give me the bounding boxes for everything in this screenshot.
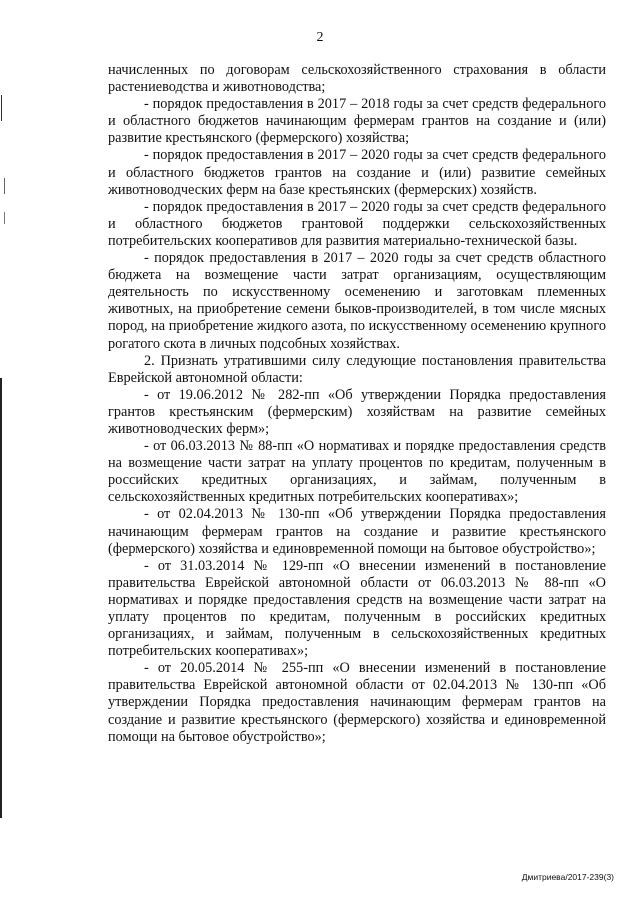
paragraph: 2. Признать утратившими силу следующие постановления правительства Еврейской автономной области:	[108, 352, 606, 386]
scan-artifact	[0, 378, 2, 818]
document-body	[108, 62, 606, 746]
paragraph: - от 31.03.2014 № 129-пп «О внесении изменений в постановление правительства Еврейской автономной области от 06.03.2013 № 88-пп «О нормативах и порядке предоставления средств на возмещение части затрат на уплату процентов по кредитам, полученным в российских кредитных организациях, и займам, полученным в сельскохозяйственных кредитных потребительских кооперативах»;	[108, 557, 606, 660]
scan-artifact	[4, 178, 5, 194]
paragraph: - порядок предоставления в 2017 – 2020 годы за счет средств федерального и областного бюджетов грантов на создание и (или) развитие семейных животноводческих ферм на базе крестьянских (фермерских) хозяйств.	[108, 147, 606, 198]
paragraph: - порядок предоставления в 2017 – 2018 годы за счет средств федерального и областного бюджетов начинающим фермерам грантов на создание и (или) развитие крестьянского (фермерского) хозяйства;	[108, 96, 606, 147]
paragraph: - от 06.03.2013 № 88-пп «О нормативах и порядке предоставления средств на возмещение части затрат на уплату процентов по кредитам, полученным в российских кредитных организациях, и займам, полученным в сельскохозяйственных кредитных потребительских кооперативах»;	[108, 438, 606, 506]
page-number: 2	[316, 30, 324, 45]
document-reference-code: Дмитриева/2017-239(3)	[521, 872, 614, 882]
scan-artifact	[4, 212, 5, 224]
paragraph: - от 02.04.2013 № 130-пп «Об утверждении Порядка предоставления начинающим фермерам грантов на создание и развитие крестьянского (фермерского) хозяйства и единовременной помощи на бытовое обустройство»;	[108, 506, 606, 557]
scan-artifact	[1, 95, 2, 121]
paragraph: - от 20.05.2014 № 255-пп «О внесении изменений в постановление правительства Еврейской автономной области от 02.04.2013 № 130-пп «Об утверждении Порядка предоставления начинающим фермерам грантов на создание и развитие крестьянского (фермерского) хозяйства и единовременной помощи на бытовое обустройство»;	[108, 660, 606, 745]
paragraph: - порядок предоставления в 2017 – 2020 годы за счет средств федерального и областного бюджетов грантовой поддержки сельскохозяйственных потребительских кооперативов для развития материально-технической базы.	[108, 198, 606, 249]
paragraph: начисленных по договорам сельскохозяйственного страхования в области растениеводства и животноводства;	[108, 62, 606, 96]
paragraph: - от 19.06.2012 № 282-пп «Об утверждении Порядка предоставления грантов крестьянским (фермерским) хозяйствам на развитие семейных животноводческих ферм»;	[108, 386, 606, 437]
paragraph: - порядок предоставления в 2017 – 2020 годы за счет средств областного бюджета на возмещение части затрат организациям, осуществляющим деятельность по искусственному осеменению и заготовкам племенных животных, на приобретение семени быков-производителей, в том числе мясных пород, на приобретение жидкого азота, по искусственному осеменению крупного рогатого скота в личных подсобных хозяйствах.	[108, 250, 606, 352]
